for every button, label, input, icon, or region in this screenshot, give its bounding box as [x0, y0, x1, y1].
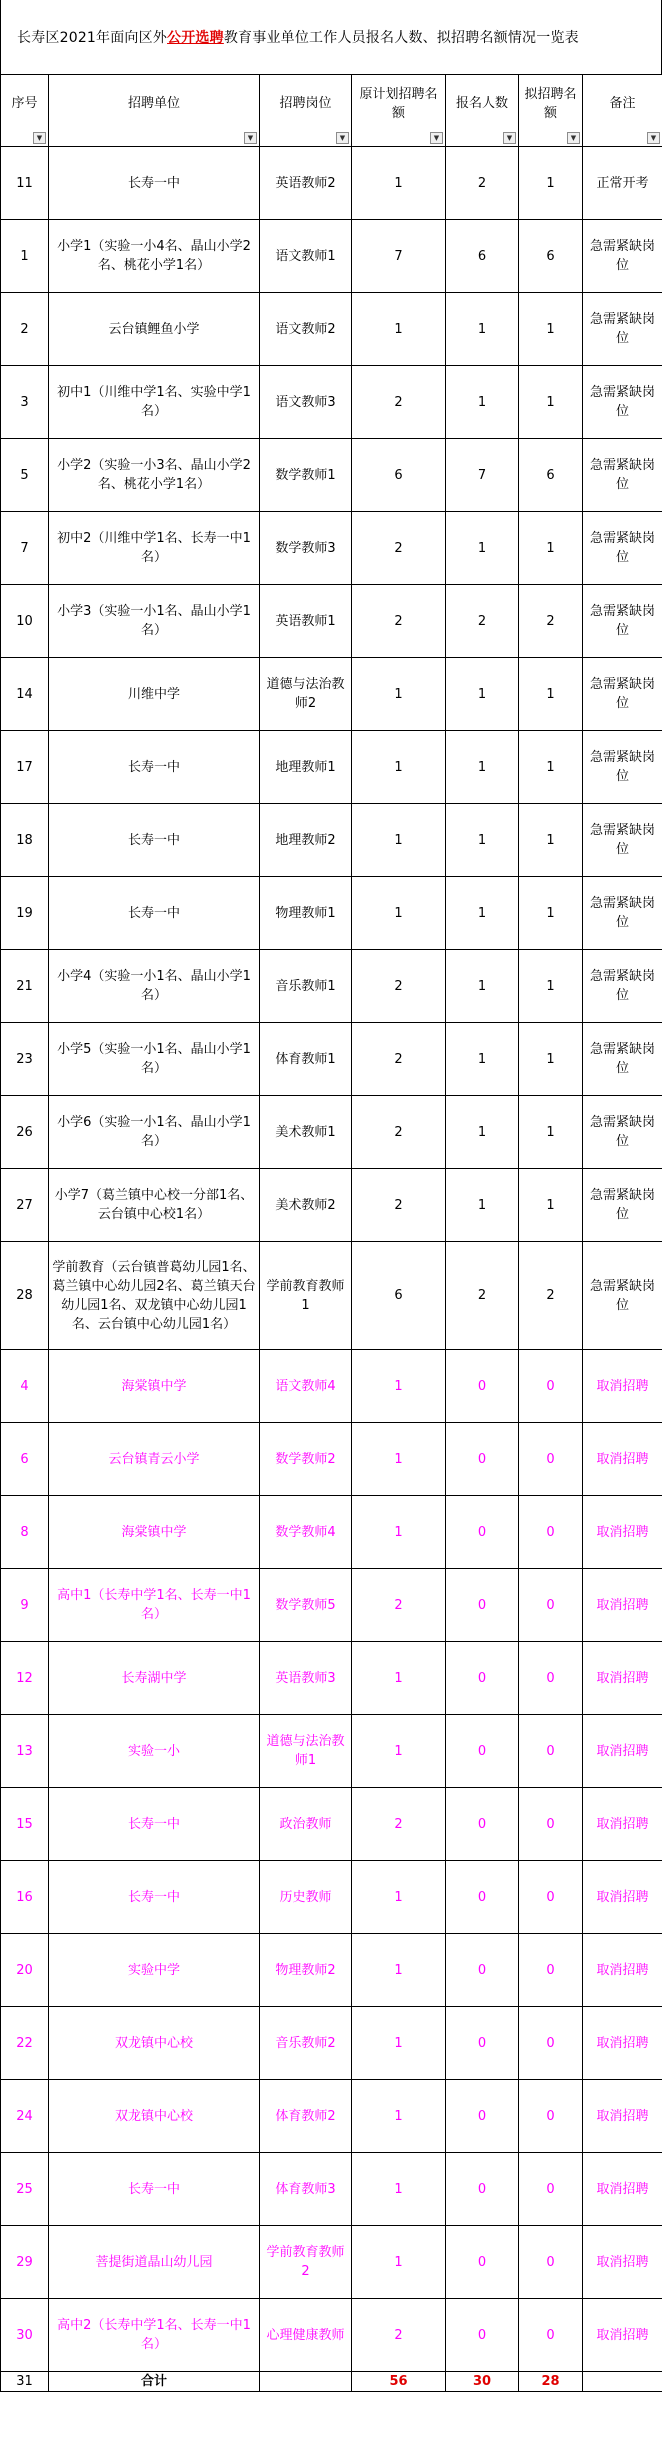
- cell-no: 6: [1, 1423, 49, 1496]
- table-row: [1, 147, 662, 220]
- cell-no: 5: [1, 439, 49, 512]
- cell-note: 急需紧缺岗位: [583, 585, 662, 658]
- cell-hire: 6: [519, 220, 583, 293]
- total-hire: 28: [519, 2372, 583, 2392]
- cell-post: 学前教育教师2: [260, 2226, 352, 2299]
- table-row: [1, 2080, 662, 2153]
- cell-post: 学前教育教师1: [260, 1242, 352, 1350]
- cell-hire: 1: [519, 147, 583, 220]
- cell-plan: 2: [352, 1569, 446, 1642]
- table-row: [1, 658, 662, 731]
- cell-plan: 2: [352, 1788, 446, 1861]
- cell-hire: 0: [519, 1715, 583, 1788]
- cell-applicants: 1: [446, 1169, 519, 1242]
- cell-post: 道德与法治教师1: [260, 1715, 352, 1788]
- cell-no: 1: [1, 220, 49, 293]
- cell-plan: 1: [352, 658, 446, 731]
- cell-no: 26: [1, 1096, 49, 1169]
- cell-note: 急需紧缺岗位: [583, 439, 662, 512]
- cell-post: 语文教师4: [260, 1350, 352, 1423]
- cell-hire: 1: [519, 293, 583, 366]
- cell-unit: 长寿一中: [49, 1861, 260, 1934]
- cell-post: 美术教师1: [260, 1096, 352, 1169]
- cell-post: 物理教师2: [260, 1934, 352, 2007]
- cell-no: 16: [1, 1861, 49, 1934]
- table-row: [1, 731, 662, 804]
- table-row: [1, 1715, 662, 1788]
- cell-hire: 0: [519, 1934, 583, 2007]
- table-body: [1, 147, 662, 2372]
- page-title: [0, 0, 662, 74]
- cell-no: 23: [1, 1023, 49, 1096]
- cell-no: 4: [1, 1350, 49, 1423]
- cell-no: 13: [1, 1715, 49, 1788]
- table-row: [1, 1023, 662, 1096]
- cell-plan: 1: [352, 731, 446, 804]
- title-prefix: 长寿区2021年面向区外: [17, 30, 168, 46]
- cell-no: 24: [1, 2080, 49, 2153]
- cell-applicants: 0: [446, 1788, 519, 1861]
- cell-post: 数学教师4: [260, 1496, 352, 1569]
- cell-no: 25: [1, 2153, 49, 2226]
- cell-note: 急需紧缺岗位: [583, 731, 662, 804]
- cell-hire: 1: [519, 512, 583, 585]
- header-row: [1, 75, 662, 147]
- cell-unit: 双龙镇中心校: [49, 2007, 260, 2080]
- cell-no: 17: [1, 731, 49, 804]
- cell-post: 数学教师5: [260, 1569, 352, 1642]
- cell-note: 取消招聘: [583, 2007, 662, 2080]
- cell-plan: 2: [352, 1169, 446, 1242]
- cell-applicants: 0: [446, 1496, 519, 1569]
- cell-plan: 2: [352, 1023, 446, 1096]
- cell-hire: 1: [519, 804, 583, 877]
- cell-hire: 0: [519, 2007, 583, 2080]
- cell-hire: 0: [519, 2080, 583, 2153]
- cell-note: 急需紧缺岗位: [583, 220, 662, 293]
- cell-post: 英语教师1: [260, 585, 352, 658]
- cell-unit: 长寿湖中学: [49, 1642, 260, 1715]
- cell-applicants: 0: [446, 1569, 519, 1642]
- cell-hire: 0: [519, 2226, 583, 2299]
- cell-no: 8: [1, 1496, 49, 1569]
- cell-applicants: 0: [446, 2153, 519, 2226]
- cell-no: 12: [1, 1642, 49, 1715]
- cell-no: 22: [1, 2007, 49, 2080]
- cell-hire: 1: [519, 877, 583, 950]
- cell-post: 语文教师3: [260, 366, 352, 439]
- cell-plan: 2: [352, 2299, 446, 2372]
- cell-unit: 长寿一中: [49, 147, 260, 220]
- cell-hire: 6: [519, 439, 583, 512]
- header-applicants: 报名人数 ▼: [446, 75, 519, 147]
- header-hire: 拟招聘名额 ▼: [519, 75, 583, 147]
- cell-unit: 小学7（葛兰镇中心校一分部1名、云台镇中心校1名）: [49, 1169, 260, 1242]
- cell-plan: 1: [352, 2153, 446, 2226]
- cell-hire: 2: [519, 585, 583, 658]
- cell-no: 20: [1, 1934, 49, 2007]
- cell-unit: 小学6（实验一小1名、晶山小学1名）: [49, 1096, 260, 1169]
- cell-note: 急需紧缺岗位: [583, 293, 662, 366]
- cell-unit: 初中1（川维中学1名、实验中学1名）: [49, 366, 260, 439]
- cell-hire: 1: [519, 731, 583, 804]
- cell-unit: 长寿一中: [49, 804, 260, 877]
- cell-no: 21: [1, 950, 49, 1023]
- cell-applicants: 1: [446, 658, 519, 731]
- cell-note: 急需紧缺岗位: [583, 1169, 662, 1242]
- cell-applicants: 1: [446, 1023, 519, 1096]
- cell-post: 美术教师2: [260, 1169, 352, 1242]
- cell-note: 急需紧缺岗位: [583, 804, 662, 877]
- total-post: [260, 2372, 352, 2392]
- cell-note: 取消招聘: [583, 1350, 662, 1423]
- cell-note: 正常开考: [583, 147, 662, 220]
- cell-post: 体育教师3: [260, 2153, 352, 2226]
- cell-unit: 长寿一中: [49, 1788, 260, 1861]
- cell-hire: 1: [519, 950, 583, 1023]
- cell-note: 急需紧缺岗位: [583, 658, 662, 731]
- total-note: [583, 2372, 662, 2392]
- cell-plan: 1: [352, 1423, 446, 1496]
- table-row: [1, 2226, 662, 2299]
- cell-hire: 0: [519, 1642, 583, 1715]
- total-label: 合计: [49, 2372, 260, 2392]
- table-row: [1, 1350, 662, 1423]
- table-row: [1, 1096, 662, 1169]
- cell-post: 历史教师: [260, 1861, 352, 1934]
- cell-post: 语文教师1: [260, 220, 352, 293]
- cell-applicants: 2: [446, 147, 519, 220]
- cell-plan: 1: [352, 1934, 446, 2007]
- table-row: [1, 1642, 662, 1715]
- total-plan: 56: [352, 2372, 446, 2392]
- cell-plan: 1: [352, 1715, 446, 1788]
- table-row: [1, 512, 662, 585]
- cell-no: 28: [1, 1242, 49, 1350]
- cell-unit: 小学3（实验一小1名、晶山小学1名）: [49, 585, 260, 658]
- cell-no: 29: [1, 2226, 49, 2299]
- cell-unit: 长寿一中: [49, 2153, 260, 2226]
- cell-unit: 初中2（川维中学1名、长寿一中1名）: [49, 512, 260, 585]
- cell-plan: 7: [352, 220, 446, 293]
- cell-unit: 海棠镇中学: [49, 1496, 260, 1569]
- cell-applicants: 1: [446, 366, 519, 439]
- cell-hire: 0: [519, 1569, 583, 1642]
- table-row: [1, 877, 662, 950]
- cell-plan: 1: [352, 1496, 446, 1569]
- cell-unit: 小学4（实验一小1名、晶山小学1名）: [49, 950, 260, 1023]
- title-suffix: 教育事业单位工作人员报名人数、拟招聘名额情况一览表: [223, 30, 579, 46]
- cell-applicants: 2: [446, 1242, 519, 1350]
- header-plan: 原计划招聘名额 ▼: [352, 75, 446, 147]
- table-row: [1, 1934, 662, 2007]
- cell-applicants: 1: [446, 293, 519, 366]
- cell-plan: 1: [352, 2226, 446, 2299]
- cell-applicants: 0: [446, 1350, 519, 1423]
- cell-post: 英语教师2: [260, 147, 352, 220]
- cell-unit: 高中1（长寿中学1名、长寿一中1名）: [49, 1569, 260, 1642]
- cell-applicants: 7: [446, 439, 519, 512]
- header-note: 备注 ▼: [583, 75, 662, 147]
- filter-dropdown-icon[interactable]: ▼: [647, 132, 660, 144]
- cell-post: 数学教师3: [260, 512, 352, 585]
- recruitment-table: [0, 74, 662, 2392]
- cell-note: 取消招聘: [583, 1569, 662, 1642]
- table-row: [1, 950, 662, 1023]
- cell-hire: 2: [519, 1242, 583, 1350]
- cell-note: 急需紧缺岗位: [583, 512, 662, 585]
- header-no: 序号 ▼: [1, 75, 49, 147]
- cell-note: 取消招聘: [583, 2226, 662, 2299]
- cell-note: 取消招聘: [583, 1642, 662, 1715]
- cell-applicants: 1: [446, 877, 519, 950]
- cell-unit: 川维中学: [49, 658, 260, 731]
- cell-plan: 1: [352, 2080, 446, 2153]
- cell-plan: 1: [352, 2007, 446, 2080]
- cell-applicants: 6: [446, 220, 519, 293]
- total-no: 31: [1, 2372, 49, 2392]
- cell-note: 急需紧缺岗位: [583, 950, 662, 1023]
- cell-note: 取消招聘: [583, 1496, 662, 1569]
- cell-hire: 0: [519, 1861, 583, 1934]
- table-row: [1, 585, 662, 658]
- cell-plan: 1: [352, 147, 446, 220]
- cell-no: 11: [1, 147, 49, 220]
- cell-no: 18: [1, 804, 49, 877]
- cell-hire: 1: [519, 1023, 583, 1096]
- cell-applicants: 0: [446, 1861, 519, 1934]
- cell-post: 数学教师2: [260, 1423, 352, 1496]
- cell-note: 取消招聘: [583, 2299, 662, 2372]
- cell-post: 数学教师1: [260, 439, 352, 512]
- table-row: [1, 1496, 662, 1569]
- table-row: [1, 1788, 662, 1861]
- title-highlight: 公开选聘: [167, 30, 224, 46]
- cell-unit: 长寿一中: [49, 731, 260, 804]
- cell-unit: 小学5（实验一小1名、晶山小学1名）: [49, 1023, 260, 1096]
- cell-note: 取消招聘: [583, 1423, 662, 1496]
- cell-post: 音乐教师1: [260, 950, 352, 1023]
- cell-applicants: 0: [446, 1642, 519, 1715]
- table-row: [1, 366, 662, 439]
- table-row: [1, 293, 662, 366]
- cell-post: 心理健康教师: [260, 2299, 352, 2372]
- cell-unit: 高中2（长寿中学1名、长寿一中1名）: [49, 2299, 260, 2372]
- cell-plan: 2: [352, 512, 446, 585]
- total-row: [1, 2372, 662, 2392]
- cell-plan: 1: [352, 877, 446, 950]
- cell-applicants: 1: [446, 731, 519, 804]
- cell-no: 30: [1, 2299, 49, 2372]
- cell-no: 15: [1, 1788, 49, 1861]
- cell-plan: 1: [352, 1350, 446, 1423]
- cell-unit: 实验中学: [49, 1934, 260, 2007]
- cell-no: 10: [1, 585, 49, 658]
- cell-unit: 双龙镇中心校: [49, 2080, 260, 2153]
- cell-hire: 1: [519, 658, 583, 731]
- filter-dropdown-icon[interactable]: ▼: [503, 132, 516, 144]
- header-post: 招聘岗位 ▼: [260, 75, 352, 147]
- cell-plan: 6: [352, 1242, 446, 1350]
- filter-dropdown-icon[interactable]: ▼: [244, 132, 257, 144]
- cell-post: 英语教师3: [260, 1642, 352, 1715]
- table-row: [1, 1242, 662, 1350]
- cell-hire: 0: [519, 1788, 583, 1861]
- cell-applicants: 1: [446, 512, 519, 585]
- cell-post: 物理教师1: [260, 877, 352, 950]
- cell-post: 音乐教师2: [260, 2007, 352, 2080]
- cell-post: 地理教师2: [260, 804, 352, 877]
- cell-note: 急需紧缺岗位: [583, 1242, 662, 1350]
- cell-no: 9: [1, 1569, 49, 1642]
- cell-applicants: 0: [446, 2080, 519, 2153]
- filter-dropdown-icon[interactable]: ▼: [567, 132, 580, 144]
- cell-no: 3: [1, 366, 49, 439]
- cell-applicants: 1: [446, 950, 519, 1023]
- cell-note: 急需紧缺岗位: [583, 366, 662, 439]
- cell-note: 急需紧缺岗位: [583, 877, 662, 950]
- cell-hire: 0: [519, 2299, 583, 2372]
- cell-post: 道德与法治教师2: [260, 658, 352, 731]
- cell-plan: 2: [352, 950, 446, 1023]
- table-row: [1, 1861, 662, 1934]
- cell-note: 急需紧缺岗位: [583, 1023, 662, 1096]
- cell-plan: 2: [352, 1096, 446, 1169]
- cell-applicants: 0: [446, 1715, 519, 1788]
- cell-hire: 0: [519, 1423, 583, 1496]
- cell-unit: 小学1（实验一小4名、晶山小学2名、桃花小学1名）: [49, 220, 260, 293]
- cell-hire: 0: [519, 2153, 583, 2226]
- cell-no: 14: [1, 658, 49, 731]
- cell-hire: 1: [519, 1096, 583, 1169]
- cell-applicants: 1: [446, 804, 519, 877]
- cell-no: 7: [1, 512, 49, 585]
- cell-note: 取消招聘: [583, 1861, 662, 1934]
- table-row: [1, 804, 662, 877]
- cell-note: 取消招聘: [583, 2080, 662, 2153]
- total-applicants: 30: [446, 2372, 519, 2392]
- cell-unit: 长寿一中: [49, 877, 260, 950]
- table-row: [1, 2007, 662, 2080]
- header-unit: 招聘单位 ▼: [49, 75, 260, 147]
- cell-note: 取消招聘: [583, 1788, 662, 1861]
- cell-plan: 1: [352, 804, 446, 877]
- cell-applicants: 0: [446, 2007, 519, 2080]
- cell-no: 2: [1, 293, 49, 366]
- cell-hire: 1: [519, 366, 583, 439]
- cell-no: 27: [1, 1169, 49, 1242]
- table-row: [1, 1569, 662, 1642]
- cell-plan: 1: [352, 293, 446, 366]
- table-row: [1, 2299, 662, 2372]
- cell-post: 体育教师1: [260, 1023, 352, 1096]
- cell-unit: 小学2（实验一小3名、晶山小学2名、桃花小学1名）: [49, 439, 260, 512]
- filter-dropdown-icon[interactable]: ▼: [33, 132, 46, 144]
- cell-plan: 1: [352, 1861, 446, 1934]
- cell-applicants: 2: [446, 585, 519, 658]
- cell-hire: 1: [519, 1169, 583, 1242]
- table-row: [1, 439, 662, 512]
- cell-unit: 云台镇鲤鱼小学: [49, 293, 260, 366]
- filter-dropdown-icon[interactable]: ▼: [336, 132, 349, 144]
- table-row: [1, 1169, 662, 1242]
- cell-unit: 云台镇青云小学: [49, 1423, 260, 1496]
- cell-applicants: 0: [446, 2226, 519, 2299]
- cell-applicants: 0: [446, 2299, 519, 2372]
- cell-plan: 2: [352, 585, 446, 658]
- cell-post: 体育教师2: [260, 2080, 352, 2153]
- cell-applicants: 1: [446, 1096, 519, 1169]
- cell-plan: 6: [352, 439, 446, 512]
- table-row: [1, 2153, 662, 2226]
- cell-plan: 2: [352, 366, 446, 439]
- cell-no: 19: [1, 877, 49, 950]
- cell-post: 地理教师1: [260, 731, 352, 804]
- table-row: [1, 220, 662, 293]
- table-row: [1, 1423, 662, 1496]
- cell-hire: 0: [519, 1496, 583, 1569]
- cell-plan: 1: [352, 1642, 446, 1715]
- cell-post: 语文教师2: [260, 293, 352, 366]
- cell-applicants: 0: [446, 1423, 519, 1496]
- cell-unit: 菩提街道晶山幼儿园: [49, 2226, 260, 2299]
- cell-note: 取消招聘: [583, 2153, 662, 2226]
- cell-note: 急需紧缺岗位: [583, 1096, 662, 1169]
- filter-dropdown-icon[interactable]: ▼: [430, 132, 443, 144]
- cell-post: 政治教师: [260, 1788, 352, 1861]
- cell-applicants: 0: [446, 1934, 519, 2007]
- cell-unit: 海棠镇中学: [49, 1350, 260, 1423]
- cell-note: 取消招聘: [583, 1715, 662, 1788]
- cell-hire: 0: [519, 1350, 583, 1423]
- cell-note: 取消招聘: [583, 1934, 662, 2007]
- cell-unit: 实验一小: [49, 1715, 260, 1788]
- cell-unit: 学前教育（云台镇普葛幼儿园1名、葛兰镇中心幼儿园2名、葛兰镇天台幼儿园1名、双龙镇中心幼儿园1名、云台镇中心幼儿园1名）: [49, 1242, 260, 1350]
